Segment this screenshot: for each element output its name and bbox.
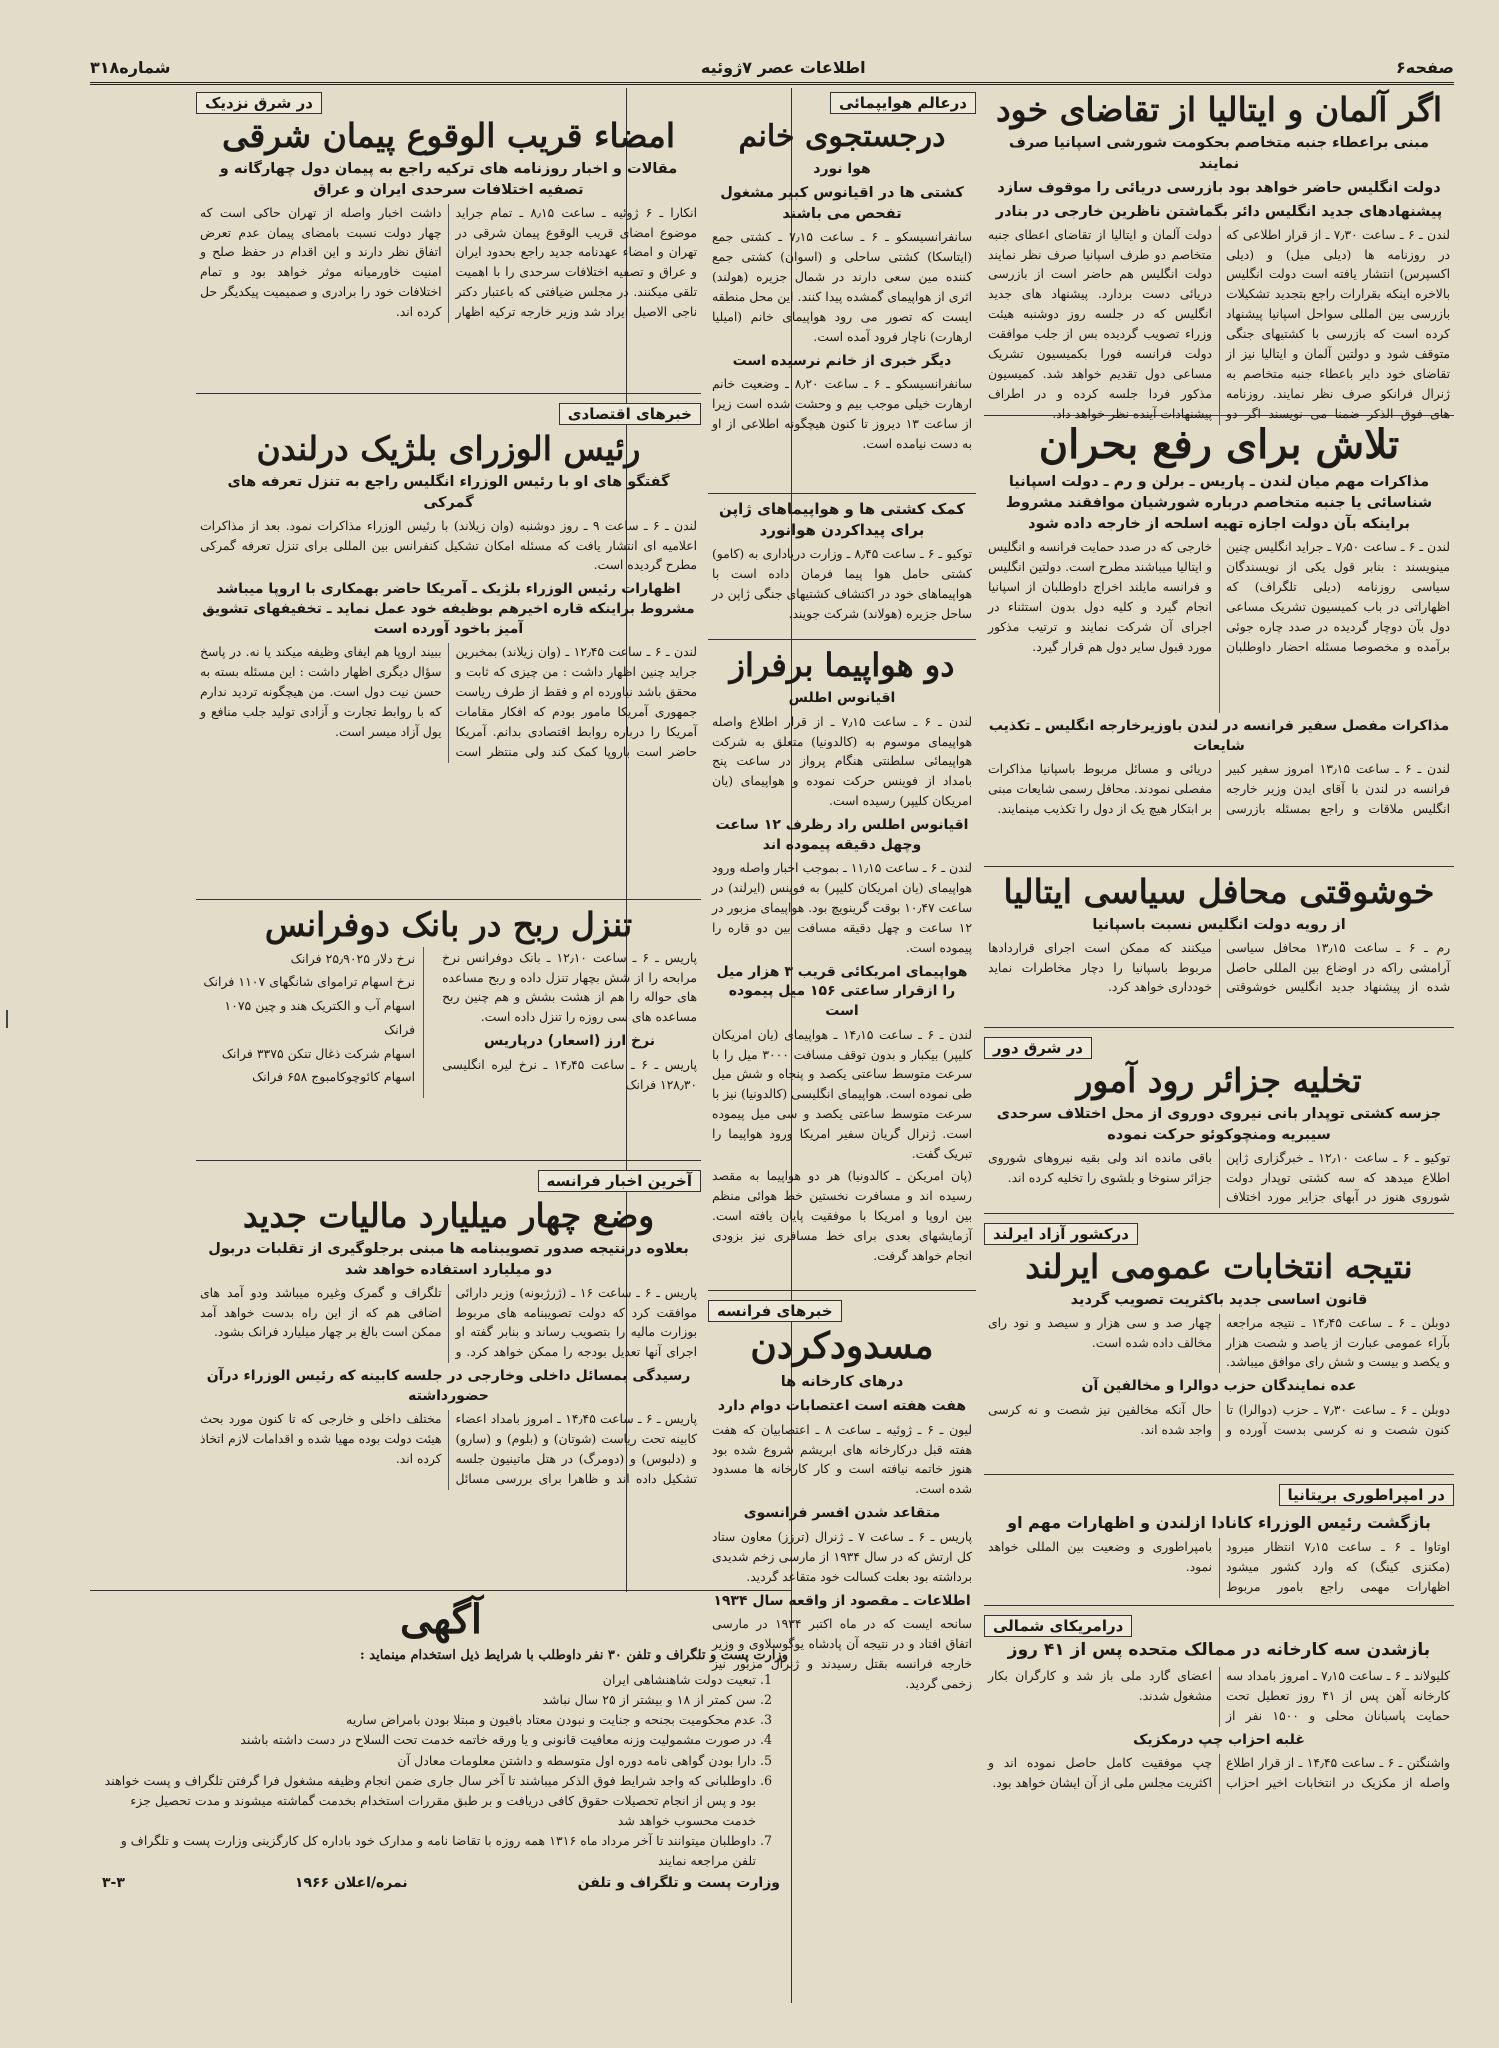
article-new-taxes xyxy=(196,1166,701,1566)
paper-title: اطلاعات عصر ۷ژوئیه xyxy=(700,57,866,77)
headline: تخلیه جزائر رود آمور xyxy=(1076,1061,1362,1100)
ad-item: 3. عدم محکومیت بجنحه و جنایت و نبودن معتاد بافیون و مبتلا بودن بامراض ساریه xyxy=(100,1710,756,1730)
subheading: اظهارات رئیس الوزراء بلژیک ـ آمریکا حاضر بهمکاری با اروپا میباشد مشروط براینکه قاره اخیرهم بوظیفه خود عمل نماید ـ تخفیفهای تشویق آمیز باخود آورده است xyxy=(202,581,695,637)
headline: تلاش برای رفع بحران xyxy=(1038,421,1400,468)
section-kicker: در امپراطوری بریتانیا xyxy=(1279,1484,1454,1506)
article-body: لندن ـ ۶ ـ ساعت ۱۳٫۱۵ امروز سفیر کبیر فرانسه در لندن با آقای ایدن وزیر خارجه انگلیس ملاقات و راجع بمسئله بازرسی دریائی و مسائل مربوط باسپانیا مذاکرات مفصلی نمودند. محافل رسمی شایعات مبنی بر ابتکار هیچ یک از دول را تکذیب مینمایند. xyxy=(988,762,1450,817)
ad-rule xyxy=(90,1590,792,1591)
subheading: نرخ ارز (اسعار) درپاریس xyxy=(484,1033,656,1050)
divider xyxy=(196,899,701,900)
subheading: غلبه احزاب چپ درمکزیک xyxy=(1133,1731,1305,1748)
rates-layout xyxy=(196,947,701,1098)
article-two-planes xyxy=(708,645,976,1285)
article-ireland xyxy=(984,1219,1454,1469)
headline: دو هواپیما برفراز xyxy=(729,646,955,684)
article-body: پاریس ـ ۶ ـ ساعت ۱۶ ـ (ژرژبونه) وزیر دارائی موافقت کرد که دولت تصویبنامه های مربوط بوزارت مالیه را بتصویب رساند و بنابر گفته او اجرای آنها تعدیل بودجه را ممکن خواهد کرد. و تلگراف و گمرک وغیره میباشد ودو آمد های اضافی هم که از این راه بدست خواهد آمد ممکن است بالغ بر چهار میلیارد فرانک بشود. xyxy=(200,1285,697,1360)
article-body: کلیولاند ـ ۶ ـ ساعت ۷٫۱۵ ـ امروز بامداد سه کارخانه آهن پس از ۴۱ روز تعطیل تحت حمایت پاسبانان محلی و ۱۵۰۰ نفر از اعضای گارد ملی باز شد و کارگران بکار مشغول شدند. xyxy=(988,1668,1450,1723)
divider xyxy=(708,1290,976,1291)
article-belgian-pm xyxy=(196,399,701,894)
headline: خوشوقتی محافل سیاسی ایتالیا xyxy=(1003,872,1435,911)
article-body: واشنگتن ـ ۶ ـ ساعت ۱۴٫۴۵ ـ از قرار اطلاع واصله از مکزیک در انتخابات اخیر احزاب چپ موفقیت کامل حاصل نموده اند و اکثریت مجلس ملی از آن ایشان خواهد بود. xyxy=(988,1756,1450,1791)
article-body: دوبلن ـ ۶ ـ ساعت ۷٫۳۰ ـ حزب (دوالرا) تا کنون شصت و نه کرسی بدست آورده و حال آنکه مخالفین نیز شصت و نه کرسی واجد شده اند. xyxy=(988,1402,1450,1437)
article-body: انکارا ـ ۶ ژوئیه ـ ساعت ۸٫۱۵ ـ تمام جراید موضوع امضای قریب الوقوع پیمان شرقی در تهران و امضاء عهدنامه جدید راجع بحدود ایران و عراق و تصفیه اختلافات سرحدی را با اهمیت تلقی میکنند. در مجلس ضیافتی که باعتبار دکتر ناجی الاصیل ایراد شد وزیر خارجه ترکیه اظهار داشت اخبار واصله از تهران حاکی است که چهار دولت نسبت بامضای پیمان عدم تعرض اتفاق نظر دارند و این اقدام در حفظ صلح و امنیت خاورمیانه موثر خواهد بود و تمام اختلافات خود را برادری و صمیمیت پیکدیگر حل کرده اند. xyxy=(200,205,698,320)
advertisement xyxy=(90,1592,792,2003)
divider xyxy=(708,493,976,494)
article-factories xyxy=(984,1611,1454,1911)
ad-footer xyxy=(102,1875,780,1891)
headline: درجستجوی خانم xyxy=(738,119,946,154)
article-body: لندن ـ ۶ ـ ساعت ۷٫۳۰ ـ از قرار اطلاعی که در روزنامه ها (دیلی میل) و (دیلی اکسپرس) انتشار یافته است دولت انگلیس بالاخره اینکه بقرارات راجع بتجدید تشکیلات بازرسی بین المللی سواحل اسپانیا پیشنهاد کرده است که بازرسی با کشتیهای جنگی متوقف شود و دولتین آلمان و ایتالیا نیز از تقاضای خود دایر باعطاء جنبه متخاصم به ژنرال فرانکو صرف نظر نمایند. روزنامه های فوق الذکر ضمنا می نویسند اگر دو دولت آلمان و ایتالیا از تقاضای اعطای جنبه متخاصم دو طرف اسپانیا صرف نظر نمایند دولت انگلیس هم حاضر است از بازرسی دریائی دست بردارد. پیشنهاد های جدید انگلیس که در جلسه روز دوشنبه هیئت وزراء تصویب گردیده بس از جلب موافقت دولت فرانسه فورا بکمیسیون تشریک مساعی دول تقدیم خواهد شد. کمیسیون مذکور فردا جلسه کرده و در اطراف پیشنهادات آینده نظر خواهد داد. xyxy=(988,227,1450,421)
rate-row: نرخ اسهام ترامواى شانگهاى ۱۱۰۷ فرانک xyxy=(203,974,416,990)
ad-requirements xyxy=(100,1670,774,1871)
article-body: اوتاوا ـ ۶ ـ ساعت ۷٫۱۵ انتظار میرود (مکنزی کینگ) که وارد کشور میشود اظهارات مهمی راجع بامور مربوط بامپراطوری و وضعیت بین المللی خواهد نمود. xyxy=(988,1540,1450,1595)
article-body: پاریس ـ ۶ ـ ساعت ۱۲٫۱۰ ـ بانک دوفرانس نرخ مرابحه را از شش بچهار تنزل داده و ربح مساعده های حواله را هم از هشت بشش و هم چنین ربح مساعده های سی روزه را تنزل داده است. xyxy=(442,950,697,1025)
deck: پیشنهادهای جدید انگلیس دائر بگماشتن ناظرین خارجی در بنادر xyxy=(995,203,1443,220)
article-italy xyxy=(984,872,1454,1022)
deck: گفتگو های او با رئیس الوزراء انگلیس راجع به تنزل تعرفه های گمرکی xyxy=(227,473,670,511)
section-kicker: خبرهای اقتصادی xyxy=(559,403,701,425)
masthead-rule xyxy=(90,82,1454,85)
article-body: لیون ـ ۶ ـ ژوئیه ـ ساعت ۸ ـ اعتصابیان که هفت هفته قبل درکارخانه های ابریشم شروع شده بود هنوز خاتمه نیافته است و کار کارخانه ها مسدود شده است. xyxy=(712,1422,972,1497)
article-body: پاریس ـ ۶ ـ ساعت ۷ ـ ژنرال (ترزز) معاون ستاد کل ارتش که در سال ۱۹۳۴ از مارسی زخم شدیدی برداشته بود بعلت کسالت خود متقاعد گردید. xyxy=(712,1529,972,1584)
section-kicker: درامریکای شمالی xyxy=(984,1615,1132,1637)
deck: مقالات و اخبار روزنامه های ترکیه راجع به پیمان دول چهارگانه و تصفیه اختلافات سرحدی ایران و عراق xyxy=(219,160,678,198)
deck: جزسه کشتی توپدار بانی نیروی دوروی از محل اختلاف سرحدی سیبریه ومنچوکوئو حرکت نموده xyxy=(996,1105,1442,1143)
divider xyxy=(984,1213,1454,1214)
subheading: عده نمایندگان حزب دوالرا و مخالفین آن xyxy=(1081,1378,1357,1395)
divider xyxy=(196,393,701,394)
subheading: رسیدگی بمسائل داخلی وخارجی در جلسه کابینه که رئیس الوزراء درآن حضورداشته xyxy=(206,1368,691,1404)
deck: درهای کارخانه ها xyxy=(780,1374,904,1390)
article-banque-de-france xyxy=(196,905,701,1155)
headline: مسدودکردن xyxy=(750,1325,934,1367)
divider xyxy=(984,1605,1454,1606)
rate-row: اسهام آب و الکتریک هند و چین ۱۰۷۵ فرانک xyxy=(224,998,416,1037)
deck: قانون اساسی جدید باکثریت تصویب گردید xyxy=(1070,1291,1368,1308)
article-crisis xyxy=(984,421,1454,861)
ad-item: 6. داوطلبانی که واجد شرایط فوق الذکر میباشند تا آخر سال جاری ضمن انجام وظیفه مشغول فرا گرفتن تلگراف و پست خواهند بود و پس از انجام تحصیلات حقوق کافی دریافت و بر طبق مقررات استخدام بخدمت گماشته میشوند و مدت تحصیل جزء خدمت محسوب خواهد شد xyxy=(100,1771,756,1831)
article-body: سانفرانسیسکو ـ ۶ ـ ساعت ۷٫۱۵ ـ کشتی جمع (ایتاسکا) کشتی ساحلی و (اسوان) کشتی جمع کننده مین سعی دارند در شمال جزیره (هولند) اثری از هواپیمای گمشده پیدا کنند. این محل منطقه ایست که تصور می رود هواپیمای خانم (امیلیا ارهارت) ناچار فرود آمده است. xyxy=(712,230,972,344)
column-left xyxy=(196,88,701,1588)
subheading: اقیانوس اطلس راد رظرف ۱۲ ساعت وچهل دقیقه پیموده اند xyxy=(715,817,969,853)
article-search-woman xyxy=(708,88,976,488)
subheading: هوا نورد xyxy=(813,160,871,177)
ad-item: 5. دارا بودن گواهی نامه دوره اول متوسطه و داشتن معلومات معادل آن xyxy=(100,1751,756,1771)
rate-row: نرخ دلار ۲۵٫۹۰۲۵ فرانک xyxy=(290,950,416,966)
ad-intro: وزارت پست و تلگراف و تلفن ۳۰ نفر داوطلب با شرایط ذیل استخدام مینماید : xyxy=(359,1648,788,1663)
divider xyxy=(196,1160,701,1161)
article-closing-factories xyxy=(708,1296,976,1691)
headline: بازشدن سه کارخانه در ممالک متحده پس از ۴۱ روز xyxy=(1007,1640,1431,1660)
ad-signature: وزارت پست و تلگراف و تلفن xyxy=(577,1875,780,1892)
section-kicker: درکشور آزاد ایرلند xyxy=(984,1223,1138,1245)
section-kicker: آخرین اخبار فرانسه xyxy=(538,1170,702,1192)
subheading: هواپیمای امریکائی قریب ۳ هزار میل را ازقرار ساعتی ۱۵۶ میل پیموده است xyxy=(716,963,968,1020)
subheading: متقاعد شدن افسر فرانسوی xyxy=(743,1505,941,1522)
article-eastern-pact xyxy=(196,88,701,388)
issue-number: شماره۳۱۸ xyxy=(90,57,171,77)
article-amur xyxy=(984,1033,1454,1208)
article-body: لندن ـ ۶ ـ ساعت ۱۱٫۱۵ ـ بموجب اخبار واصله ورود هواپیمای (یان امریکان کلیپر) به فوینس (ایرلند) در ساعت ۱۰٫۴۷ بوقت گرینویچ بود. هواپیمای مزبور در ۱۲ ساعت و چهل دقیقه مسافت بین دو قاره را پیموده است. xyxy=(712,861,972,955)
divider xyxy=(984,1474,1454,1475)
article-germany-italy xyxy=(984,90,1454,421)
article-body: (پان امریکن ـ کالدونیا) هر دو هواپیما به مقصد رسیده اند و مسافرت نخستین خط هوائی منظم بین اروپا و امریکا با موفقیت پایان یافته است. آزمایشهای بعدی برای خط مسافری نیز بزودی انجام خواهد گرفت. xyxy=(712,1168,972,1263)
article-body: پاریس ـ ۶ ـ ساعت ۱۴٫۴۵ ـ امروز بامداد اعضاء کابینه تحت ریاست (شوتان) و (بلوم) و (سارو) و (دلبوس) و (دومرگ) در هتل ماتینیون جلسه تشکیل داده اند و ظاهرا برای بررسی مسائل مختلف داخلی و خارجی که تا کنون مورد بحث هیئت دولت بوده مهیا شده و اقدامات لازم اتخاذ کرده اند. xyxy=(200,1412,697,1487)
ad-item: 4. در صورت مشمولیت وزنه معافیت قانونی و یا ورقه خاتمه خدمت تحت السلاح در دست داشته باشند xyxy=(100,1730,756,1750)
section-kicker: در شرق دور xyxy=(984,1037,1092,1059)
ad-ref: ۳-۳ xyxy=(102,1875,125,1892)
headline: نتیجه انتخابات عمومی ایرلند xyxy=(1025,1247,1413,1286)
ad-title: آگهی xyxy=(400,1596,482,1643)
divider xyxy=(984,866,1454,867)
article-body: توکیو ـ ۶ ـ ساعت ۸٫۴۵ ـ وزارت دریاداری به (کامو) کشتی حامل هوا پیما فرمان داده است با هواپیماهای خود در اکتشاف کشتیهای جنگی ژاپن در ساحل جزیره (هولاند) شرکت جویند. xyxy=(712,547,972,621)
article-body: لندن ـ ۶ ـ ساعت ۷٫۱۵ ـ از قرار اطلاع واصله هواپیمای موسوم به (کالدونیا) متعلق به شرکت هواپیمائی سلطنتی هنگام پرواز در ساعت پنج بامداد از فوینس حرکت نموده و هواپیمای (یان امریکان کلیپر) رسیده است. xyxy=(712,714,972,809)
subheading: اطلاعات ـ مقصود از واقعه سال ۱۹۳۴ xyxy=(713,1592,971,1609)
margin-mark xyxy=(6,1010,12,1028)
article-body: توکیو ـ ۶ ـ ساعت ۱۲٫۱۰ ـ خبرگزاری ژاپن اطلاع میدهد که سه کشتی توپدار دولت شوروی هنوز در آبهای جزایر مورد اختلاف باقی مانده اند ولی بقیه نیروهای شوروی جزائر سنوخا و بلشوی را تخلیه کرده اند. xyxy=(988,1150,1450,1205)
article-body: سانحه ایست که در ماه اکتبر ۱۹۳۴ در مارسی اتفاق افتاد و در نتیجه آن پادشاه یوگوسلاوی و وزیر خارجه فرانسه بقتل رسیدند و ژنرال مزبور نیز زخمی گردید. xyxy=(712,1617,972,1691)
section-kicker: درعالم هوایپمائی xyxy=(830,92,976,114)
headline: کمک کشتی ها و هواپیماهای ژاپن برای پیداکردن هوانورد xyxy=(719,500,965,539)
headline: امضاء قریب الوقوع پیمان شرقی xyxy=(222,116,675,155)
divider xyxy=(984,1027,1454,1028)
article-japan-ships xyxy=(708,499,976,634)
headline: تنزل ربح در بانک دوفرانس xyxy=(264,905,633,944)
page-number: صفحه۶ xyxy=(1396,57,1454,77)
subheading: دیگر خبری از خانم نرسیده است xyxy=(732,352,952,369)
rate-row: اسهام کائوچوکامبوج ۶۵۸ فرانک xyxy=(252,1069,416,1085)
article-body: سانفرانسیسکو ـ ۶ ـ ساعت ۸٫۲۰ ـ وضعیت خانم ارهارت خیلی موجب بیم و وحشت شده است زیرا از ساعت ۱۳ دیروز تا کنون هیچگونه اطلاعی از او به دست نیامده است. xyxy=(712,377,973,451)
article-body: لندن ـ ۶ ـ ساعت ۷٫۵۰ ـ جراید انگلیس چنین مینویسند : بنابر قول یکی از نویسندگان سیاسی روزنامه (دیلی تلگراف) که اظهاراتی در باب کمیسیون تشریک مساعی دول بآن دوچار گردیده در صدد چاره جوئی برآمده و مخصوصا مسئله احضار داوطلبان خارجی که در صدد حمایت فرانسه و انگلیس و ایتالیا میباشند مطرح است. دولتین انگلیس و فرانسه مایلند اخراج داوطلبان از اسپانیا انجام گیرد و کلیه دول بدون استثناء در اجرای آن شرکت نمایند و ترتیب مذکور مورد قبول سایر دول هم قرار گیرد. xyxy=(988,540,1450,654)
section-kicker: در شرق نزدیک xyxy=(196,92,322,114)
deck: از رویه دولت انگلیس نسبت باسپانیا xyxy=(1092,916,1346,933)
article-canada xyxy=(984,1480,1454,1600)
deck: بعلاوه درنتیجه صدور تصویبنامه ها مبنی برجلوگیری از تقلبات دربول دو میلیارد استفاده خواهد شد xyxy=(208,1240,689,1278)
masthead xyxy=(90,55,1454,79)
deck: دولت انگلیس حاضر خواهد بود بازرسی دریائی را موقوف سازد xyxy=(997,179,1441,196)
subheading: مذاکرات مفصل سفیر فرانسه در لندن باوزیرخارجه انگلیس ـ تکذیب شایعات xyxy=(988,718,1450,754)
exchange-rates xyxy=(196,947,424,1098)
deck: کشتی ها در اقیانوس کبیر مشغول تفحص می باشند xyxy=(720,185,964,223)
divider xyxy=(708,639,976,640)
ad-code: نمره/اعلان ۱۹۶۶ xyxy=(294,1875,408,1892)
article-body: پاریس ـ ۶ ـ ساعت ۱۴٫۴۵ ـ نرخ لیره انگلیسی ۱۲۸٫۳۰ فرانک xyxy=(442,1057,697,1092)
ad-item: 1. تبعیت دولت شاهنشاهی ایران xyxy=(100,1670,756,1690)
ad-item: 2. سن کمتر از ۱۸ و بیشتر از ۲۵ سال نباشد xyxy=(100,1690,756,1710)
article-body: لندن ـ ۶ ـ ساعت ۱۴٫۱۵ ـ هواپیمای (یان امریکان کلیپر) بیکبار و بدون توقف مسافت ۳۰۰۰ میل را با سرعت متوسط ساعتی یکصد و پنجاه و شش میل طی نموده است. هواپیمای انگلیسی (کالدونیا) نیز با سرعت متوسط ساعتی یکصد و سی میل پیموده است. ژنرال گریان سفیر امریکا ورود هواپیما را تبریک گفت. xyxy=(712,1027,972,1162)
subheading: هفت هفته است اعتصابات دوام دارد xyxy=(717,1398,967,1415)
article-body: لندن ـ ۶ ـ ساعت ۱۲٫۴۵ ـ (وان زیلاند) بمخبرین جراید چنین اظهار داشت : من چیزی که ثابت و محقق باشد نیاورده ام و فقط از طرف ریاست جمهوری آمریکا مامور بودم که افکار مقامات آمریکا را درباره روابط اقتصادی بدانم. آمریکا حاضر است باروپا کمک کند ولی منتظر است ببیند اروپا هم ایفای وظیفه میکند یا نه. در پاسخ سؤال دیگری اظهار داشت : این مسئله بسته به حسن نیت دول است. من هیچگونه تردید ندارم که با روابط تجارت و آزادی تولید جلب منافع و یول آزاد میسر است. xyxy=(200,645,697,759)
deck: مبنی براعطاء جنبه متخاصم بحکومت شورشی اسپانیا صرف نمایند xyxy=(1008,134,1430,172)
rate-row: اسهام شرکت ذغال تنکن ۳۳۷۵ فرانک xyxy=(221,1045,416,1061)
section-kicker: خبرهای فرانسه xyxy=(708,1300,842,1322)
headline: اگر آلمان و ایتالیا از تقاضای خود xyxy=(995,90,1443,129)
article-body: رم ـ ۶ ـ ساعت ۱۳٫۱۵ محافل سیاسی آرامشی راکه در اوضاع بین المللی حاصل شده از پیشنهاد جدید انگلیس خوشوقتی میکنند که ممکن است اجرای قراردادها مربوط باسپانیا را دچار مخاطرات نماید خودداری خواهد کرد. xyxy=(988,940,1451,995)
subheading: اقیانوس اطلس xyxy=(788,690,896,706)
column-right xyxy=(984,88,1454,2003)
ad-item: 7. داوطلبان میتوانند تا آخر مرداد ماه ۱۳۱۶ همه روزه با تقاضا نامه و مدارک خود باداره کل کارگزینی وزارت پست و تلگراف و تلفن مراجعه نمایند xyxy=(100,1831,756,1871)
headline: وضع چهار میلیارد مالیات جدید xyxy=(242,1196,655,1235)
column-middle xyxy=(708,88,976,1691)
article-body: دوبلن ـ ۶ ـ ساعت ۱۴٫۴۵ ـ نتیجه مراجعه بآراء عمومی عبارت از یاصد و شصت هزار و یکصد و بیست و شش رای موافق میباشد. چهار صد و سی هزار و سیصد و نود رای مخالف داده شده است. xyxy=(988,1315,1450,1370)
headline: رئیس الوزرای بلژیک درلندن xyxy=(256,429,641,468)
deck: مذاکرات مهم میان لندن ـ پاریس ـ برلن و رم ـ دولت اسپانیا شناسائی یا جنبه متخاصم درباره شورشیان موافقند مشروط براینکه بآن دولت اجازه تهیه اسلحه از خارجه داده شود xyxy=(1005,474,1433,533)
headline: بازگشت رئیس الوزراء کانادا ازلندن و اظهارات مهم او xyxy=(1007,1513,1431,1532)
article-body: لندن ـ ۶ ـ ساعت ۹ ـ روز دوشنبه (وان زیلاند) با رئیس الوزراء مذاکرات نمود. بعد از مذاکرات اعلامیه ای انتشار یافت که مسئله امکان تشکیل کنفرانس بین المللی برای تنزل تعرفه گمرکی مطرح گردیده است. xyxy=(200,518,697,573)
